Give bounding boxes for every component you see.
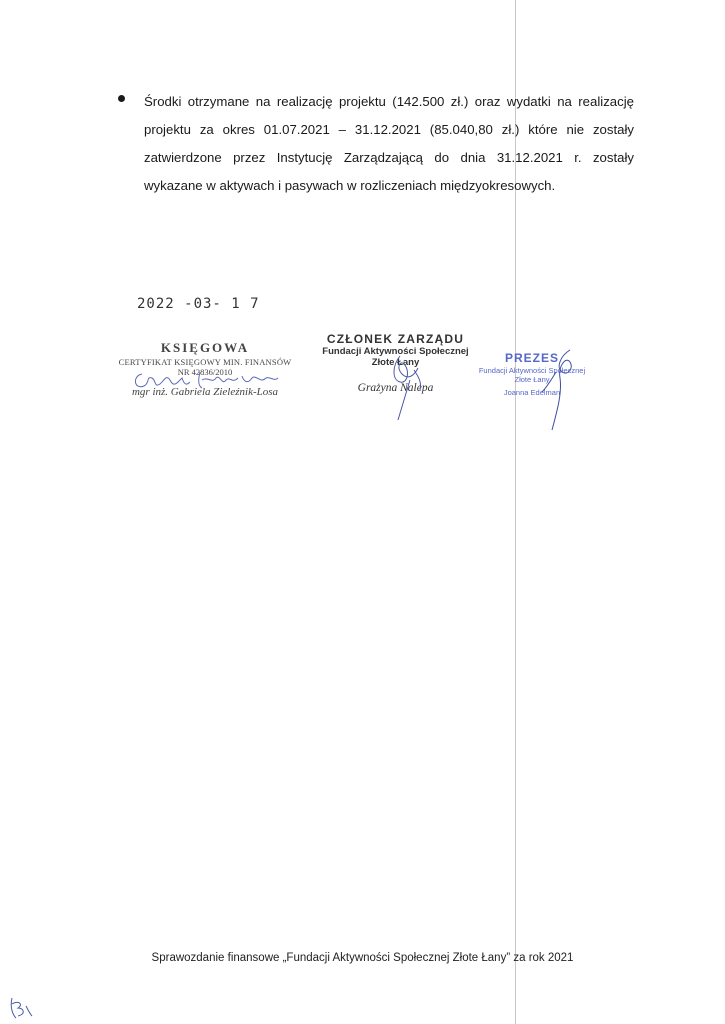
stamp-czlonek-org-line1: Fundacji Aktywności Społecznej: [322, 346, 469, 357]
date-stamp: 2022 -03- 1 7: [137, 296, 260, 312]
stamp-prezes-org-line2: Złote Łany: [514, 375, 550, 384]
stamp-czlonek-zarzadu: [308, 332, 483, 394]
stamp-prezes-org-line1: Fundacji Aktywności Społecznej: [478, 366, 586, 375]
stamp-prezes-name: Joanna Edelman: [503, 388, 561, 397]
stamp-prezes: [472, 351, 592, 397]
stamp-czlonek-name: Grażyna Nalepa: [357, 382, 434, 394]
stamp-ksiegowa-certificate: CERTYFIKAT KSIĘGOWY MIN. FINANSÓW: [118, 357, 292, 367]
stamp-czlonek-org-line2: Złote Łany: [371, 357, 420, 368]
stamp-ksiegowa-number: NR 42836/2010: [177, 367, 233, 377]
corner-initials-icon: [6, 994, 36, 1022]
bullet-text: Środki otrzymane na realizację projektu (142.500 zł.) oraz wydatki na realizację projektu za okres 01.07.2021 – 31.12.2021 (85.040,80 zł.) które nie zostały zatwierdzone przez Instytucję Zarządzającą do dnia 31.12.2021 r. zostały wykazane w aktywach i pasywach w rozliczeniach międzyokresowych.: [144, 94, 634, 193]
bullet-paragraph: [118, 88, 634, 200]
stamp-ksiegowa-name: mgr inż. Gabriela Zieleźnik-Losa: [131, 386, 279, 398]
stamp-czlonek-title: CZŁONEK ZARZĄDU: [326, 332, 465, 346]
stamp-prezes-title: PREZES: [504, 351, 559, 365]
page-footer: Sprawozdanie finansowe „Fundacji Aktywności Społecznej Złote Łany” za rok 2021: [151, 952, 574, 964]
stamp-ksiegowa-title: KSIĘGOWA: [160, 340, 250, 355]
stamp-ksiegowa: [115, 340, 295, 398]
bullet-dot-icon: [118, 95, 125, 102]
